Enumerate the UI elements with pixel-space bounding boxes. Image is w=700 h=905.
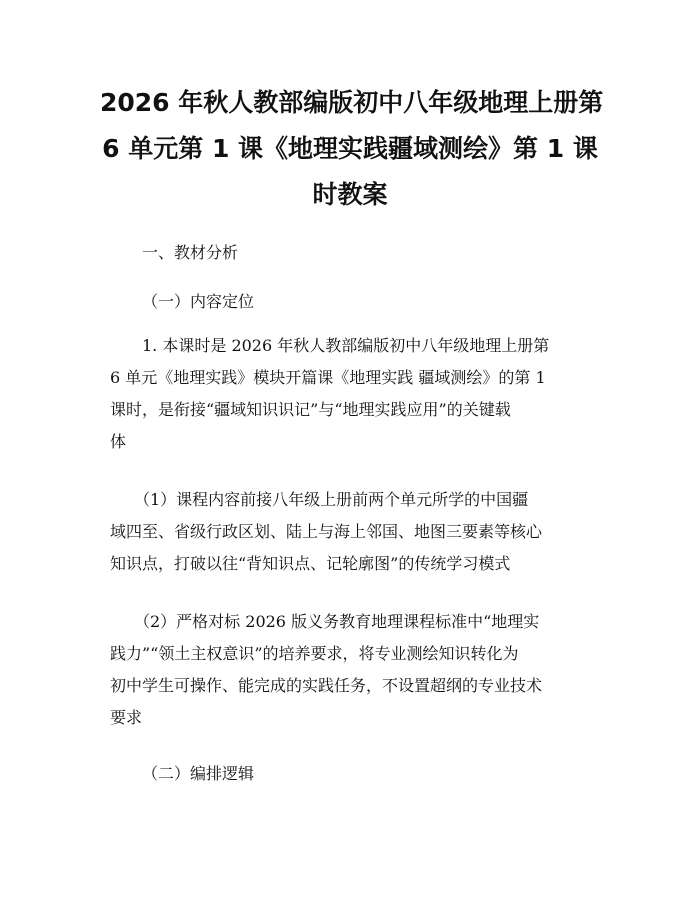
paragraph-line: 域四至、省级行政区划、陆上与海上邻国、地图三要素等核心 — [110, 522, 543, 541]
paragraph-lesson-positioning — [110, 330, 600, 458]
document-title — [100, 80, 604, 218]
title-line-1: 2026 年秋人教部编版初中八年级地理上册第 — [100, 88, 604, 117]
title-line-3: 时教案 — [312, 180, 388, 209]
subsection-heading-arrangement-logic: （二）编排逻辑 — [142, 764, 255, 783]
paragraph-line: 1. 本课时是 2026 年秋人教部编版初中八年级地理上册第 — [110, 336, 550, 355]
paragraph-course-content — [110, 484, 600, 580]
title-line-2: 6 单元第 1 课《地理实践疆域测绘》第 1 课 — [102, 134, 598, 163]
paragraph-line: 初中学生可操作、能完成的实践任务，不设置超纲的专业技术 — [110, 676, 543, 695]
section-heading-textbook-analysis: 一、教材分析 — [142, 243, 239, 262]
paragraph-line: （1）课程内容前接八年级上册前两个单元所学的中国疆 — [110, 490, 529, 509]
paragraph-line: （2）严格对标 2026 版义务教育地理课程标准中“地理实 — [110, 612, 540, 631]
paragraph-curriculum-standard — [110, 606, 600, 734]
paragraph-line: 体 — [110, 432, 127, 451]
paragraph-line: 课时，是衔接“疆域知识识记”与“地理实践应用”的关键载 — [110, 400, 511, 419]
paragraph-line: 知识点，打破以往“背知识点、记轮廓图”的传统学习模式 — [110, 554, 511, 573]
paragraph-line: 6 单元《地理实践》模块开篇课《地理实践 疆域测绘》的第 1 — [110, 368, 546, 387]
subsection-heading-content-positioning: （一）内容定位 — [142, 292, 255, 311]
paragraph-line: 要求 — [110, 708, 143, 727]
paragraph-line: 践力”“领土主权意识”的培养要求，将专业测绘知识转化为 — [110, 644, 519, 663]
